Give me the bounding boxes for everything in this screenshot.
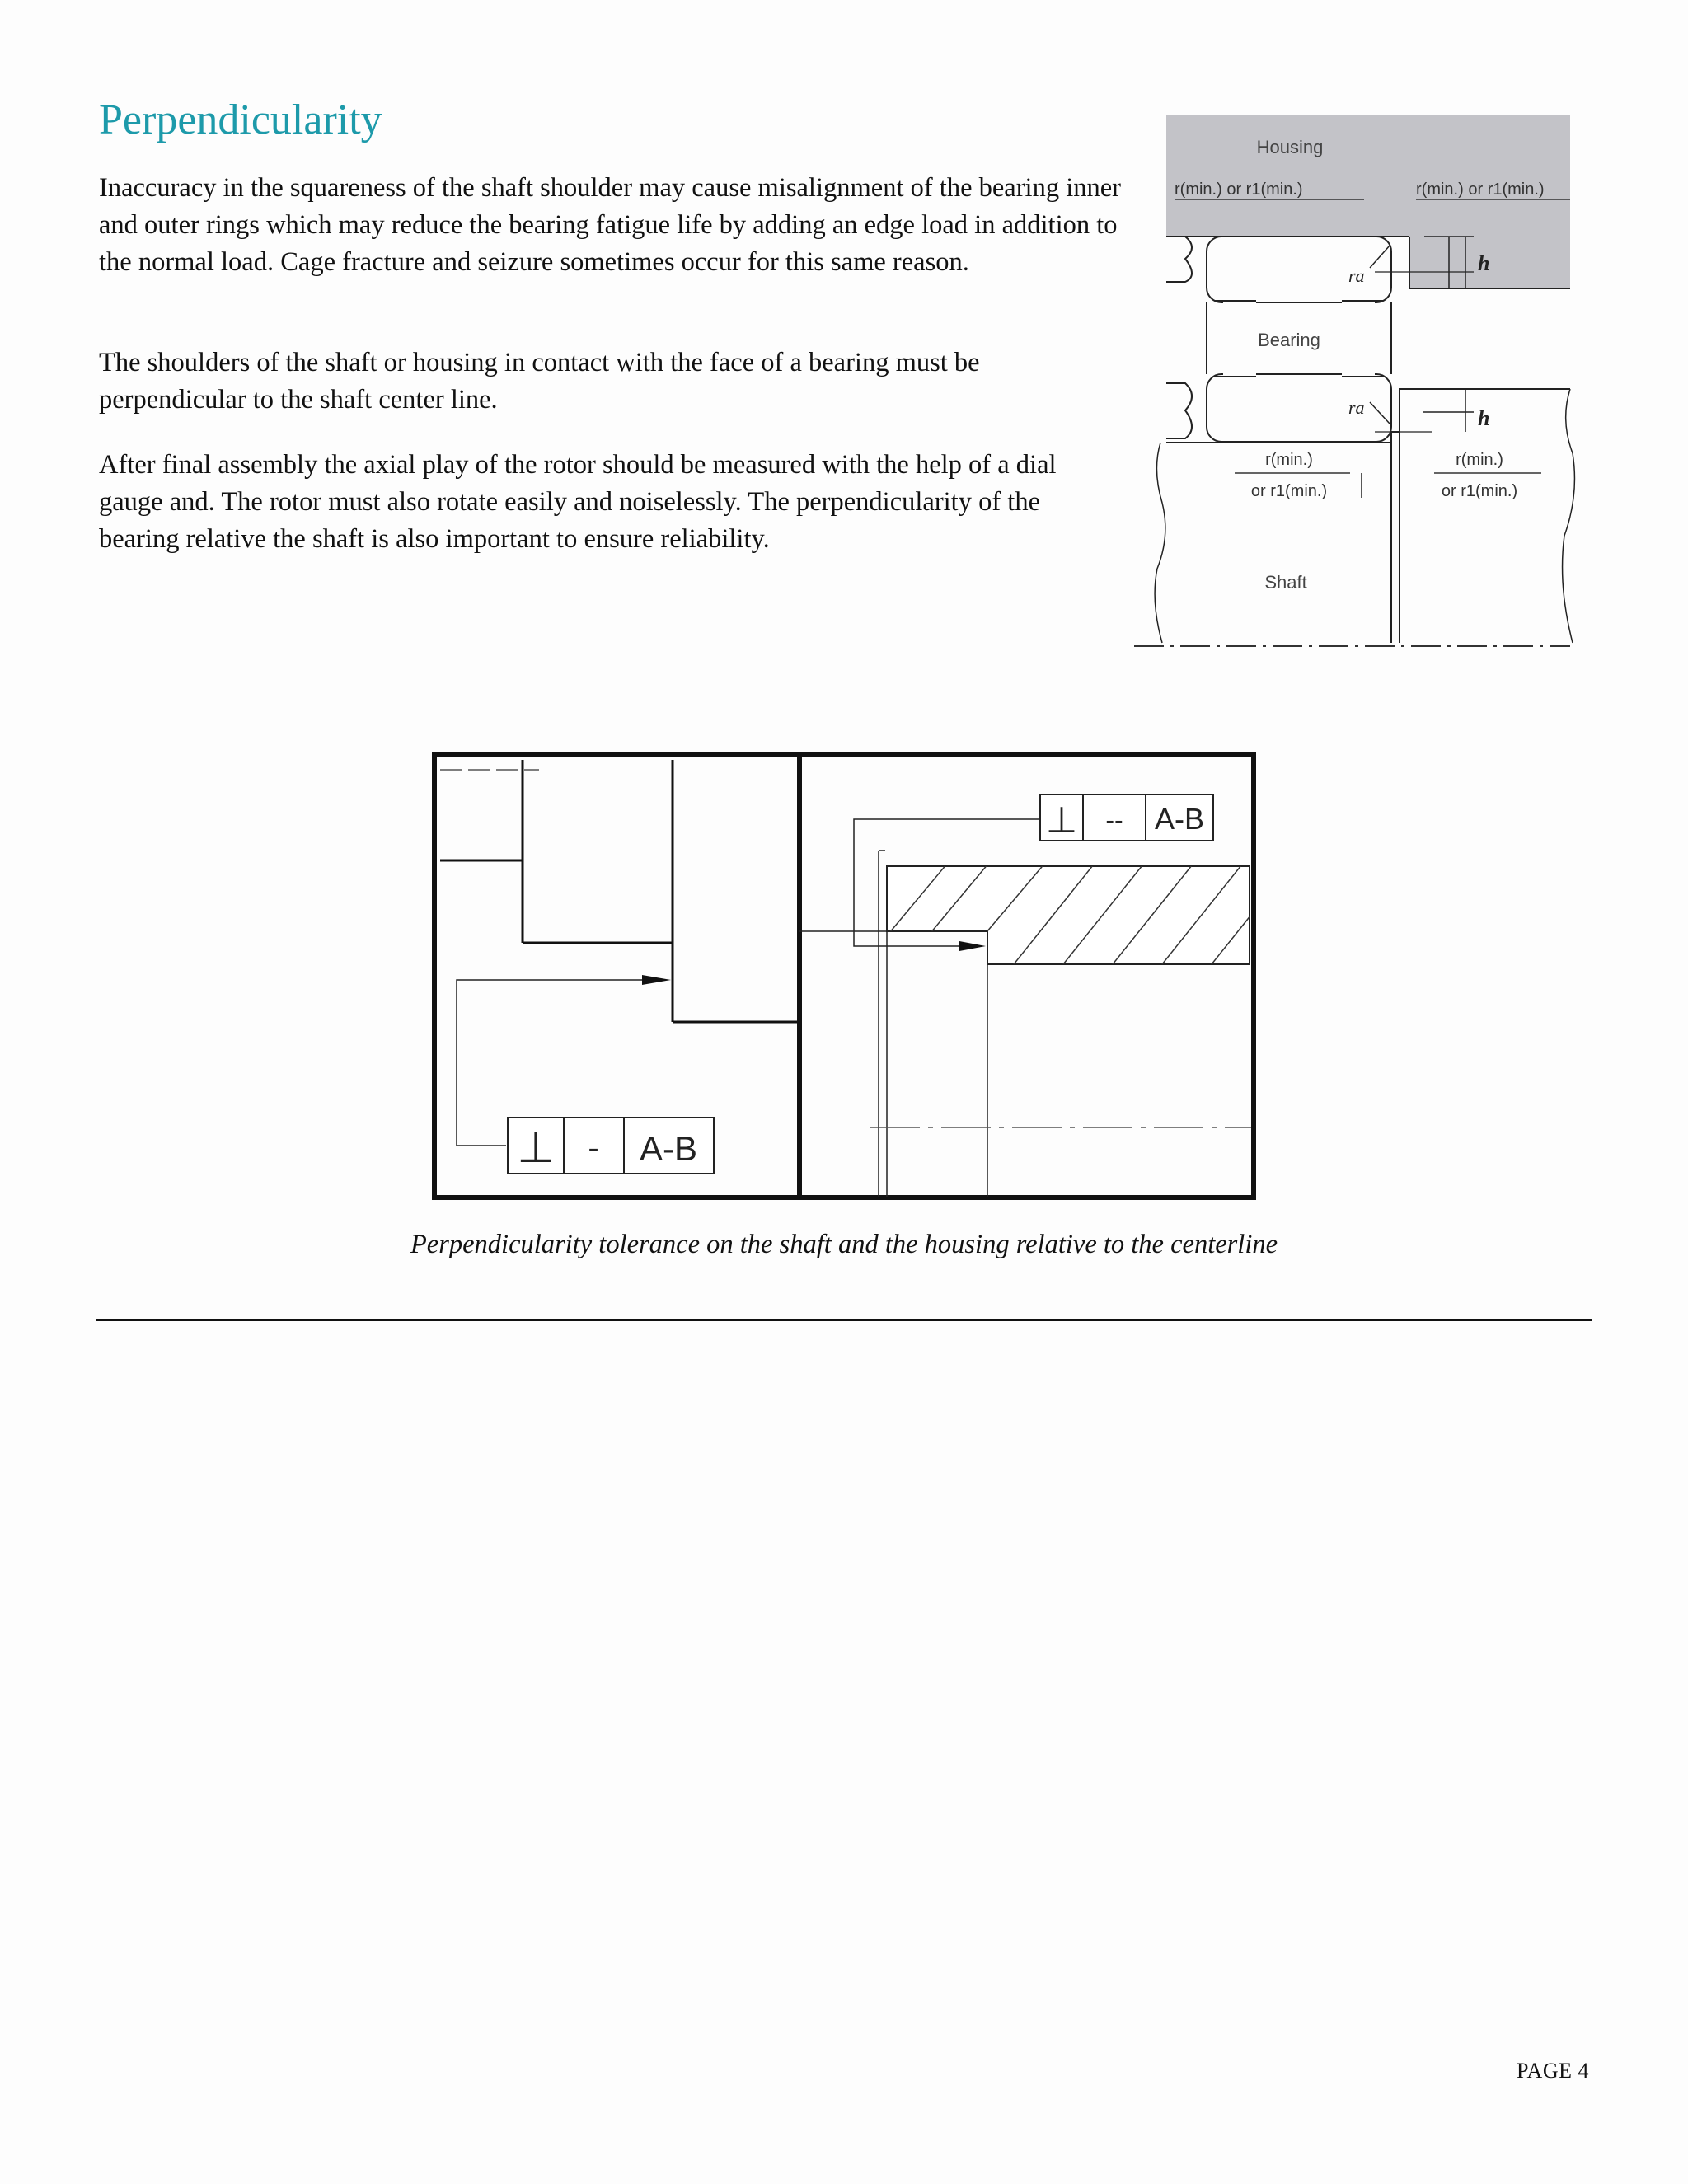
housing-radius-right-label: r(min.) or r1(min.): [1416, 180, 1545, 199]
shaft-radius-left-label: r(min.): [1265, 451, 1313, 469]
figure-caption: Perpendicularity tolerance on the shaft and the housing relative to the centerline: [410, 1230, 1278, 1259]
shaft-radius-right-label-2: or r1(min.): [1441, 482, 1518, 500]
h-upper-label: h: [1478, 251, 1490, 275]
h-lower-label: h: [1478, 406, 1490, 430]
footer-divider: [96, 1319, 1592, 1321]
datum-reference-left: A-B: [639, 1129, 698, 1168]
ra-upper-label: ra: [1348, 265, 1365, 286]
paragraph-assembly: After final assembly the axial play of the rotor should be measured with the help of a dial gauge and. The rotor must also rotate easily and noiselessly. The perpendicularity of the bearing relative the shaft is also important to ensure reliability.: [99, 450, 1057, 554]
housing-label: Housing: [1256, 137, 1324, 157]
bearing-mounting-diagram: [1128, 107, 1579, 651]
tolerance-diagram: [432, 752, 1256, 1200]
ra-lower-label: ra: [1348, 397, 1365, 418]
perpendicularity-symbol-right: ⊥: [1045, 800, 1078, 841]
datum-reference-right: A-B: [1154, 802, 1205, 836]
tolerance-dash-left: -: [588, 1130, 599, 1166]
tolerance-dash-right: --: [1105, 805, 1123, 835]
shaft-label: Shaft: [1264, 572, 1307, 593]
shaft-radius-right-label: r(min.): [1456, 451, 1503, 469]
paragraph-shoulders: The shoulders of the shaft or housing in contact with the face of a bearing must be perpendicular to the shaft center line.: [99, 348, 980, 415]
bearing-label: Bearing: [1258, 330, 1320, 350]
page-title: Perpendicularity: [99, 96, 382, 143]
shaft-radius-left-label-2: or r1(min.): [1250, 482, 1328, 500]
perpendicularity-symbol-left: ⊥: [517, 1124, 555, 1172]
housing-radius-left-label: r(min.) or r1(min.): [1175, 180, 1303, 199]
paragraph-squareness: Inaccuracy in the squareness of the shaft shoulder may cause misalignment of the bearing inner and outer rings which may reduce the bearing fatigue life by adding an edge load in addition to the normal load. Cage fracture and seizure sometimes occur for this same reason.: [99, 173, 1121, 277]
page-number: PAGE 4: [1516, 2059, 1589, 2083]
